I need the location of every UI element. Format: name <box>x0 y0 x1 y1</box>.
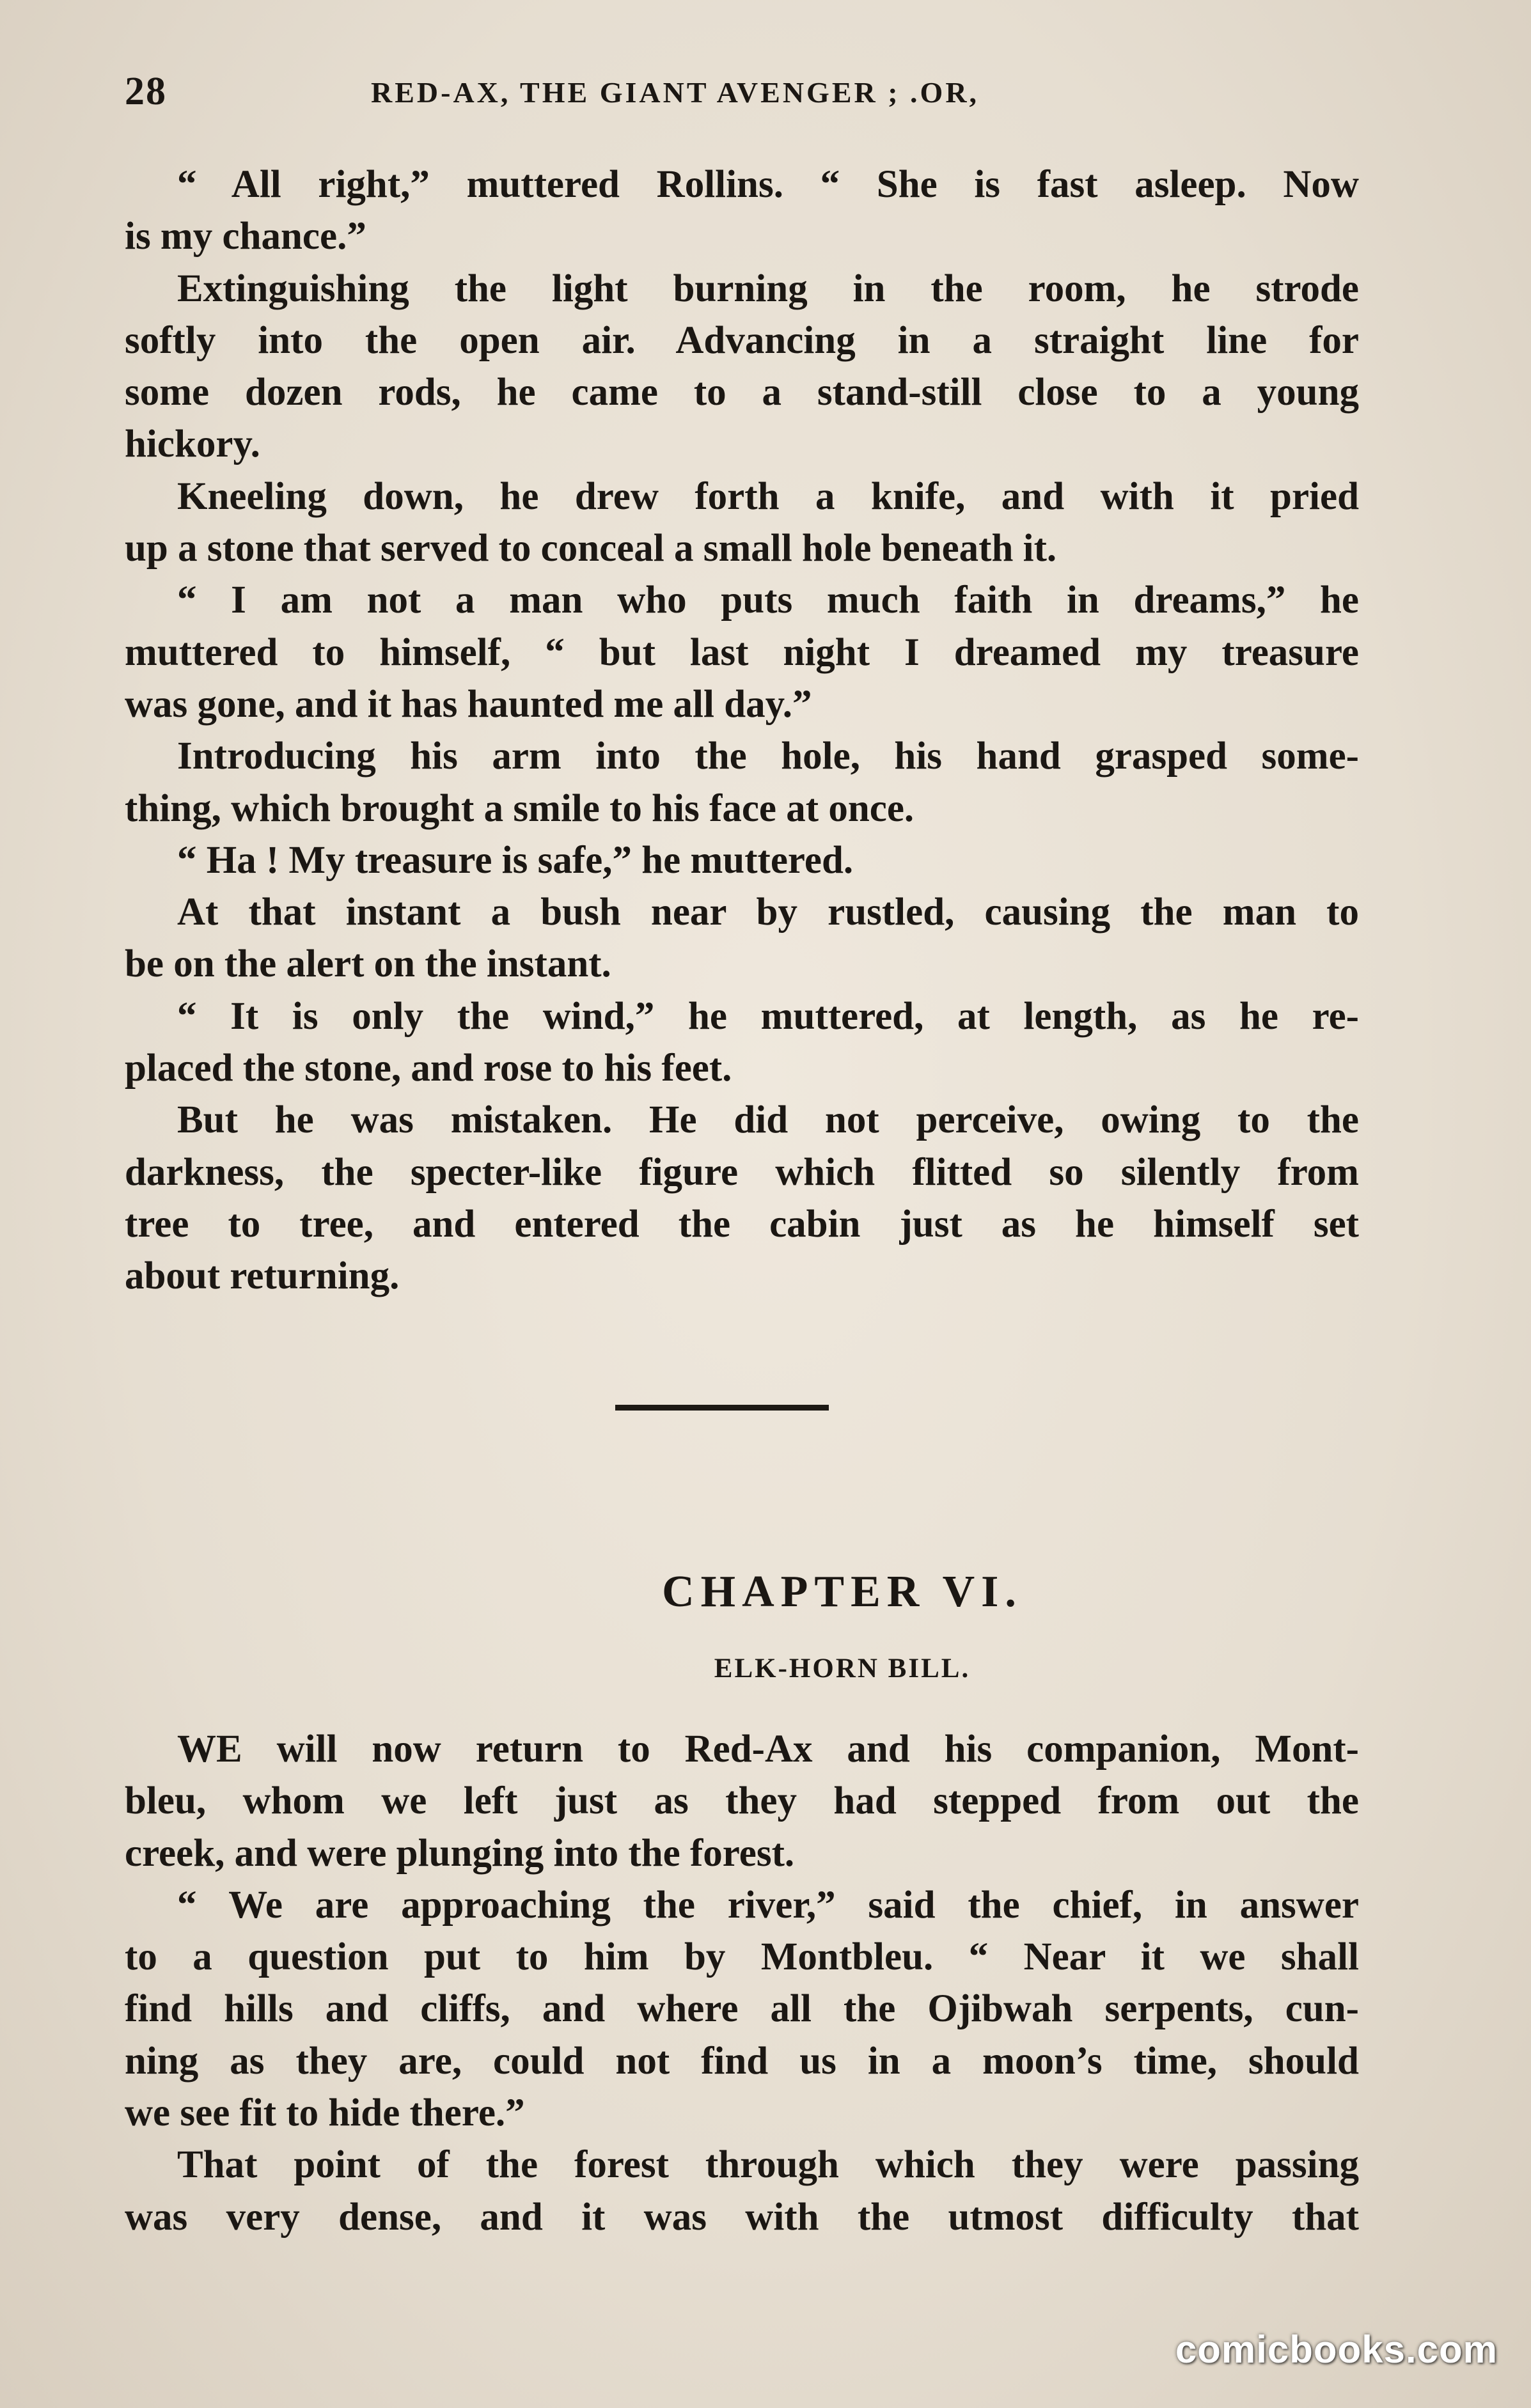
text-line: Extinguishing the light burning in the room, he strode <box>177 267 1359 310</box>
text-line: softly into the open air. Advancing in a straight line for <box>125 318 1359 362</box>
text-line: was gone, and it has haunted me all day.” <box>125 682 812 726</box>
text-line: At that instant a bush near by rustled, causing the man to <box>177 891 1359 934</box>
text-line: Introducing his arm into the hole, his hand grasped some- <box>177 735 1359 778</box>
text-line: bleu, whom we left just as they had stepped from out the <box>125 1779 1359 1823</box>
text-line: tree to tree, and entered the cabin just as he himself set <box>125 1202 1359 1246</box>
text-line: find hills and cliffs, and where all the Ojibwah serpents, cun- <box>125 1987 1359 2031</box>
text-line: some dozen rods, he came to a stand-still close to a young <box>125 371 1359 414</box>
text-line: is my chance.” <box>125 215 366 258</box>
text-line: ning as they are, could not find us in a moon’s time, should <box>125 2039 1359 2083</box>
watermark-text: comicbooks.com <box>1175 2328 1498 2371</box>
text-line: “ Ha ! My treasure is safe,” he muttered. <box>177 838 854 882</box>
text-line: be on the alert on the instant. <box>125 942 611 986</box>
text-line: we see fit to hide there.” <box>125 2091 525 2135</box>
text-line: That point of the forest through which they were passing <box>177 2143 1359 2187</box>
text-line: hickory. <box>125 423 260 466</box>
body-text-section-1 <box>125 159 1359 1302</box>
section-divider-rule <box>615 1405 829 1411</box>
page-number: 28 <box>125 70 167 113</box>
text-line: “ All right,” muttered Rollins. “ She is fast asleep. Now <box>177 163 1359 206</box>
text-line: thing, which brought a smile to his face at once. <box>125 786 915 830</box>
text-line: about returning. <box>125 1255 400 1298</box>
text-line: placed the stone, and rose to his feet. <box>125 1047 732 1090</box>
text-line: “ I am not a man who puts much faith in dreams,” he <box>177 579 1359 622</box>
chapter-title: CHAPTER VI. <box>662 1567 1023 1616</box>
text-line: “ It is only the wind,” he muttered, at length, as he re- <box>177 994 1359 1038</box>
text-line: creek, and were plunging into the forest. <box>125 1831 795 1875</box>
running-head: RED-AX, THE GIANT AVENGER ; .OR, <box>371 76 980 109</box>
text-line: up a stone that served to conceal a small hole beneath it. <box>125 527 1057 570</box>
text-line: darkness, the specter-like figure which flitted so silently from <box>125 1150 1359 1194</box>
text-line: to a question put to him by Montbleu. “ Near it we shall <box>125 1935 1359 1979</box>
text-line: muttered to himself, “ but last night I dreamed my treasure <box>125 630 1359 674</box>
chapter-subtitle: ELK-HORN BILL. <box>714 1654 971 1684</box>
text-line: “ We are approaching the river,” said the chief, in answer <box>177 1883 1359 1927</box>
body-text-section-2 <box>125 1723 1359 2243</box>
text-line: Kneeling down, he drew forth a knife, and with it pried <box>177 474 1359 518</box>
page-header <box>125 69 1359 127</box>
text-line: But he was mistaken. He did not perceive, owing to the <box>177 1098 1359 1142</box>
text-line: was very dense, and it was with the utmost difficulty that <box>125 2195 1359 2239</box>
text-line: WE will now return to Red-Ax and his companion, Mont- <box>177 1728 1359 1771</box>
